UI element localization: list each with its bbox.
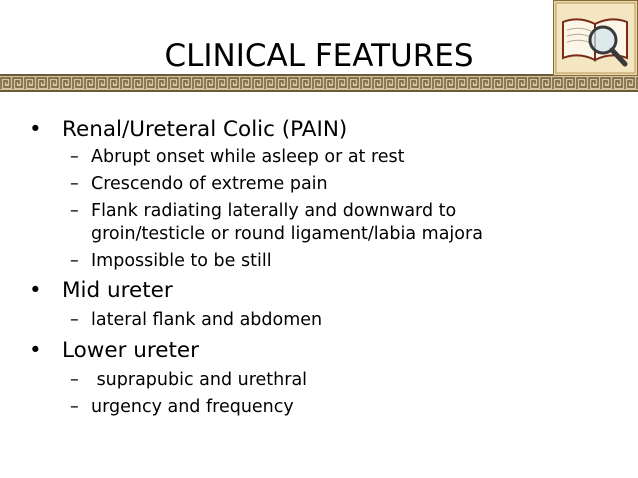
sub-item: urgency and frequency — [91, 397, 294, 417]
dash-icon: – — [70, 251, 79, 271]
sub-item-continuation: groin/testicle or round ligament/labia majora — [91, 224, 483, 244]
dash-icon: – — [70, 201, 79, 221]
dash-icon: – — [70, 174, 79, 194]
sub-item: Flank radiating laterally and downward to — [91, 201, 457, 221]
dash-icon: – — [70, 397, 79, 417]
dash-icon: – — [70, 370, 79, 390]
sub-item: Abrupt onset while asleep or at rest — [91, 147, 405, 167]
bullet-icon: • — [29, 117, 42, 142]
bullet-item-renal-colic: Renal/Ureteral Colic (PAIN) — [62, 117, 348, 142]
bullet-item-mid-ureter: Mid ureter — [62, 278, 173, 303]
sub-item: Impossible to be still — [91, 251, 272, 271]
sub-item: suprapubic and urethral — [91, 370, 308, 390]
dash-icon: – — [70, 310, 79, 330]
bullet-icon: • — [29, 278, 42, 303]
bullet-item-lower-ureter: Lower ureter — [62, 338, 199, 363]
bullet-icon: • — [29, 338, 42, 363]
slide-title: CLINICAL FEATURES — [164, 38, 474, 74]
dash-icon: – — [70, 147, 79, 167]
sub-item: Crescendo of extreme pain — [91, 174, 328, 194]
sub-item: lateral flank and abdomen — [91, 310, 323, 330]
